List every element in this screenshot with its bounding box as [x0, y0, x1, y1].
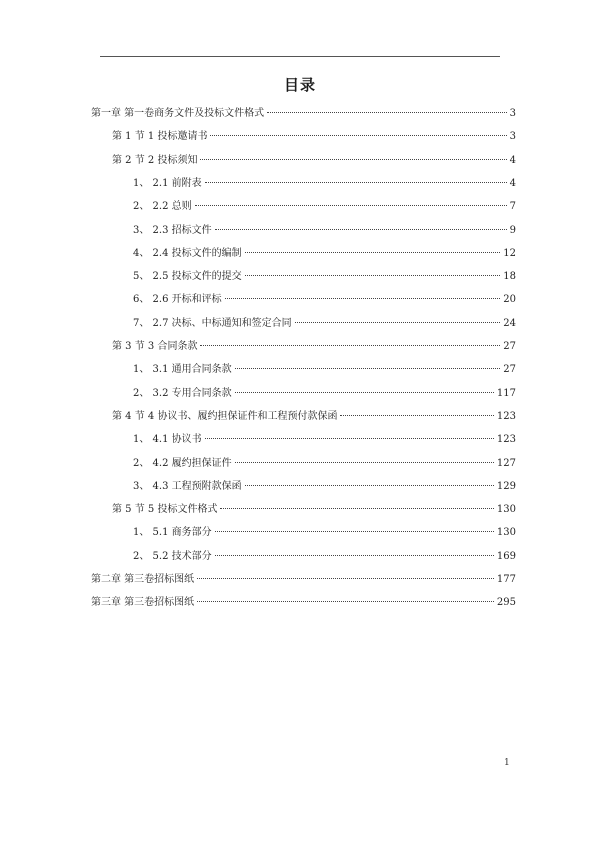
page-number: 1	[504, 758, 510, 768]
header-rule	[100, 56, 500, 57]
toc-entry-label: 第 2 节 2 投标须知	[112, 154, 198, 166]
toc-entry-label: 2、 3.2 专用合同条款	[133, 387, 232, 399]
toc-dot-leader	[267, 112, 506, 113]
toc-entry-page: 4	[509, 177, 516, 189]
toc-entry-label: 2、 2.2 总则	[133, 201, 192, 213]
toc-dot-leader	[195, 205, 507, 206]
toc-entry[interactable]	[91, 595, 516, 611]
toc-dot-leader	[205, 438, 494, 439]
toc-entry[interactable]	[133, 246, 516, 262]
toc-entry-label: 第一章 第一卷商务文件及投标文件格式	[91, 108, 265, 119]
toc-entry-label: 第 1 节 1 投标邀请书	[112, 131, 208, 143]
toc-entry-page: 169	[496, 550, 516, 562]
toc-entry[interactable]	[133, 549, 516, 565]
toc-dot-leader	[200, 159, 506, 160]
toc-entry[interactable]	[133, 269, 516, 285]
toc-dot-leader	[340, 415, 493, 416]
toc-entry-page: 130	[496, 527, 516, 539]
toc-dot-leader	[215, 229, 507, 230]
toc-entry[interactable]	[91, 106, 516, 122]
toc-entry-label: 第三章 第三卷招标图纸	[91, 597, 195, 609]
toc-entry-page: 295	[496, 597, 516, 609]
toc-dot-leader	[245, 275, 501, 276]
toc-dot-leader	[235, 392, 494, 393]
toc-entry-page: 123	[496, 410, 516, 422]
toc-entry[interactable]	[133, 386, 516, 402]
toc-dot-leader	[200, 345, 500, 346]
toc-entry[interactable]	[112, 339, 516, 355]
toc-entry-page: 127	[496, 457, 516, 469]
toc-entry-page: 177	[496, 574, 516, 585]
toc-dot-leader	[225, 298, 501, 299]
toc-entry[interactable]	[133, 432, 516, 448]
toc-entry-page: 20	[503, 294, 516, 306]
toc-entry[interactable]	[112, 153, 516, 169]
toc-entry-label: 3、 4.3 工程预附款保函	[133, 480, 242, 492]
toc-entry-page: 18	[503, 271, 516, 283]
toc-entry-label: 1、 3.1 通用合同条款	[133, 364, 232, 376]
toc-dot-leader	[197, 601, 494, 602]
toc-entry[interactable]	[133, 223, 516, 239]
toc-entry[interactable]	[133, 362, 516, 378]
toc-entry[interactable]	[112, 129, 516, 145]
toc-entry-page: 27	[503, 364, 516, 376]
toc-dot-leader	[245, 485, 494, 486]
toc-entry-page: 12	[503, 247, 516, 259]
toc-dot-leader	[295, 322, 501, 323]
toc-entry-label: 3、 2.3 招标文件	[133, 224, 212, 236]
toc-entry[interactable]	[133, 316, 516, 332]
toc-entry-label: 2、 4.2 履约担保证件	[133, 457, 232, 469]
toc-entry-label: 2、 5.2 技术部分	[133, 550, 212, 562]
toc-dot-leader	[215, 531, 494, 532]
toc-dot-leader	[235, 368, 501, 369]
toc-entry-page: 130	[496, 504, 516, 516]
toc-entry[interactable]	[133, 199, 516, 215]
toc-dot-leader	[220, 508, 493, 509]
toc-entry-page: 123	[496, 434, 516, 446]
toc-entry-label: 第 4 节 4 协议书、履约担保证件和工程预付款保函	[112, 410, 338, 422]
toc-entry-label: 第 5 节 5 投标文件格式	[112, 504, 218, 516]
toc-dot-leader	[210, 135, 506, 136]
toc-entry-page: 3	[509, 131, 516, 143]
toc-entry-page: 3	[509, 108, 516, 119]
toc-entry-label: 1、 4.1 协议书	[133, 434, 202, 446]
toc-entry-page: 129	[496, 480, 516, 492]
toc-entry[interactable]	[133, 456, 516, 472]
toc-entry-label: 7、 2.7 决标、中标通知和签定合同	[133, 317, 292, 329]
toc-entry[interactable]	[133, 525, 516, 541]
toc-entry-page: 7	[509, 201, 516, 213]
page-title: 目录	[283, 76, 316, 94]
toc-dot-leader	[205, 182, 507, 183]
toc-entry-page: 4	[509, 154, 516, 166]
toc-entry-label: 第二章 第三卷招标图纸	[91, 574, 195, 585]
toc-entry-label: 6、 2.6 开标和评标	[133, 294, 222, 306]
toc-entry-page: 9	[509, 224, 516, 236]
toc-entry-page: 27	[503, 341, 516, 352]
toc-entry-label: 4、 2.4 投标文件的编制	[133, 247, 242, 259]
toc-entry-label: 第 3 节 3 合同条款	[112, 341, 198, 352]
toc-entry-label: 1、 5.1 商务部分	[133, 527, 212, 539]
toc-dot-leader	[235, 462, 494, 463]
toc-dot-leader	[197, 578, 494, 579]
toc-entry-page: 24	[503, 317, 516, 329]
toc-entry[interactable]	[91, 572, 516, 588]
toc-dot-leader	[215, 555, 494, 556]
toc-dot-leader	[245, 252, 501, 253]
toc-entry-label: 1、 2.1 前附表	[133, 177, 202, 189]
toc-entry[interactable]	[133, 479, 516, 495]
toc-entry[interactable]	[112, 409, 516, 425]
toc-entry[interactable]	[133, 176, 516, 192]
toc-entry-page: 117	[496, 387, 516, 399]
toc-entry[interactable]	[133, 292, 516, 308]
toc-entry-label: 5、 2.5 投标文件的提交	[133, 271, 242, 283]
toc-entry[interactable]	[112, 502, 516, 518]
